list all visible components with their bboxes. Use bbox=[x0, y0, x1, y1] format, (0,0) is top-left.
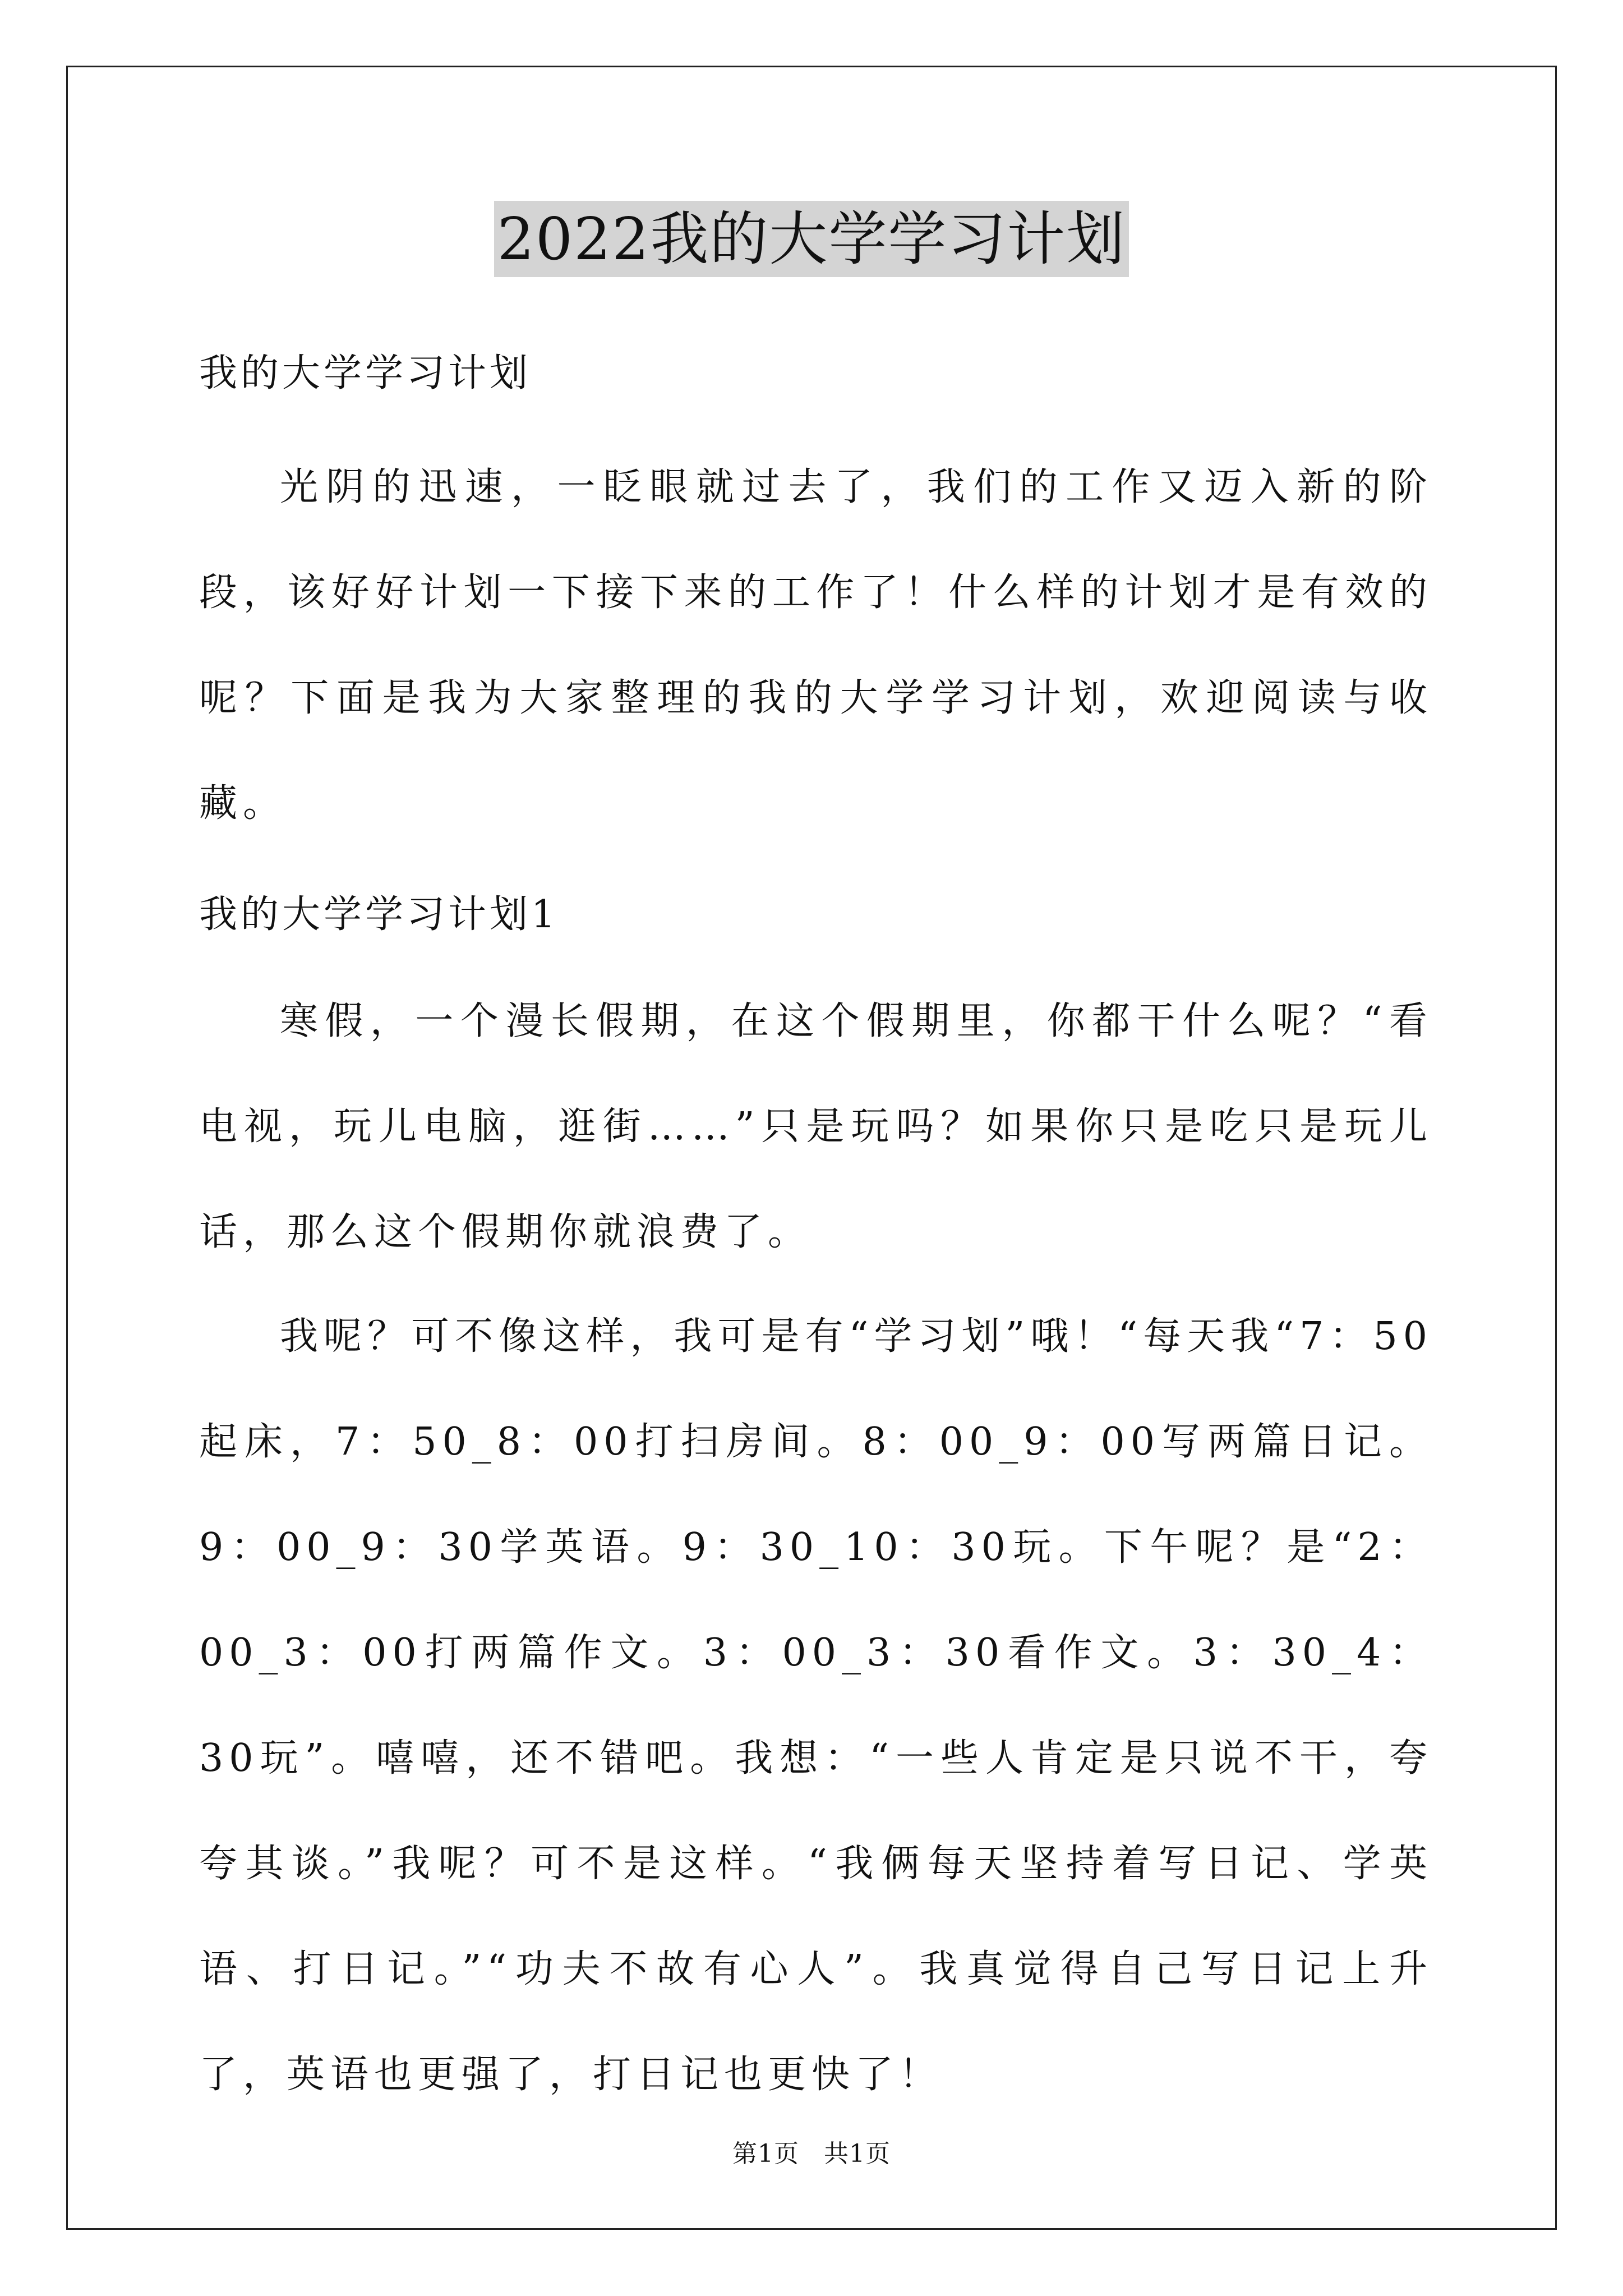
document-title: 2022我的大学学习计划 bbox=[494, 201, 1129, 277]
intro-paragraph: 光阴的迅速，一眨眼就过去了，我们的工作又迈入新的阶段，该好好计划一下接下来的工作了！什么样的计划才是有效的呢？下面是我为大家整理的我的大学学习计划，欢迎阅读与收藏。 bbox=[199, 465, 1433, 826]
body-paragraph-1: 寒假，一个漫长假期，在这个假期里，你都干什么呢？“看电视，玩儿电脑，逛街……”只是玩吗？如果你只是吃只是玩儿话，那么这个假期你就浪费了。 bbox=[199, 999, 1433, 1254]
section-heading: 我的大学学习计划 bbox=[199, 351, 532, 395]
page-number-current: 第1页 bbox=[732, 2139, 799, 2168]
body-paragraph-2: 我呢？可不像这样，我可是有“学习划”哦！“每天我“7：50起床，7：50_8：00打扫房间。8：00_9：00写两篇日记。9：00_9：30学英语。9：30_10：30玩。下午呢？是“2：00_3：00打两篇作文。3：00_3：30看作文。3：30_4：30玩”。嘻嘻，还不错吧。我想：“一些人肯定是只说不干，夸夸其谈。”我呢？可不是这样。“我俩每天坚持着写日记、学英语、打日记。”“功夫不故有心人”。我真觉得自己写日记上升了，英语也更强了，打日记也更快了！ bbox=[199, 1314, 1433, 2097]
page-number-total: 共1页 bbox=[824, 2139, 891, 2168]
section-heading-1: 我的大学学习计划1 bbox=[199, 892, 559, 937]
page-footer bbox=[0, 2137, 1623, 2171]
title-container bbox=[0, 201, 1623, 277]
